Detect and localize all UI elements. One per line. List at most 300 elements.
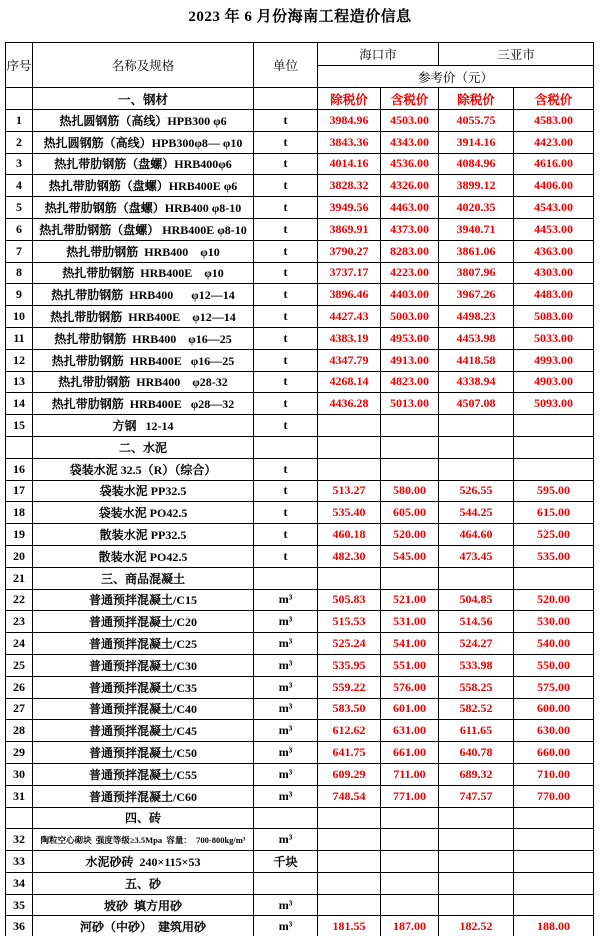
header-city-sanya: 三亚市 <box>439 43 594 66</box>
price-haikou-inctax: 4223.00 <box>381 262 439 284</box>
row-name: 普通预拌混凝土/C55 <box>33 763 254 785</box>
price-sanya-extax <box>439 436 514 458</box>
row-name: 热扎带肋钢筋 HRB400 φ10 <box>33 240 254 262</box>
price-haikou-inctax <box>381 894 439 916</box>
price-sanya-inctax <box>514 458 594 480</box>
price-haikou-extax: 748.54 <box>318 785 381 807</box>
row-name: 普通预拌混凝土/C15 <box>33 589 254 611</box>
price-sanya-extax: 524.27 <box>439 633 514 655</box>
row-unit: t <box>254 218 318 240</box>
table-row <box>6 110 594 132</box>
row-number: 34 <box>6 872 33 894</box>
row-number: 32 <box>6 829 33 851</box>
price-sanya-inctax: 530.00 <box>514 611 594 633</box>
price-sanya-inctax <box>514 415 594 437</box>
price-haikou-inctax: 605.00 <box>381 502 439 524</box>
row-number: 2 <box>6 131 33 153</box>
price-sanya-extax: 473.45 <box>439 545 514 567</box>
row-unit: t <box>254 393 318 415</box>
table-row <box>6 175 594 197</box>
row-name: 普通预拌混凝土/C40 <box>33 698 254 720</box>
row-number: 6 <box>6 218 33 240</box>
row-name: 普通预拌混凝土/C20 <box>33 611 254 633</box>
section-steel-label: 一、钢材 <box>33 88 254 110</box>
price-sanya-inctax: 575.00 <box>514 676 594 698</box>
row-name: 热扎带肋钢筋 HRB400E φ16—25 <box>33 349 254 371</box>
price-sanya-inctax: 4303.00 <box>514 262 594 284</box>
price-haikou-extax: 505.83 <box>318 589 381 611</box>
price-sanya-inctax: 4993.00 <box>514 349 594 371</box>
row-unit: m³ <box>254 763 318 785</box>
price-sanya-extax: 3914.16 <box>439 131 514 153</box>
row-unit: t <box>254 175 318 197</box>
table-body <box>6 110 594 936</box>
price-sanya-inctax: 4543.00 <box>514 197 594 219</box>
price-haikou-extax: 4268.14 <box>318 371 381 393</box>
price-sanya-inctax: 630.00 <box>514 720 594 742</box>
table-row <box>6 916 594 936</box>
table-row <box>6 349 594 371</box>
price-haikou-inctax: 4536.00 <box>381 153 439 175</box>
table-row <box>6 807 594 829</box>
price-haikou-extax: 3737.17 <box>318 262 381 284</box>
price-haikou-extax: 4347.79 <box>318 349 381 371</box>
row-unit: m³ <box>254 894 318 916</box>
row-unit: m³ <box>254 829 318 851</box>
row-number: 19 <box>6 524 33 546</box>
price-sanya-inctax: 188.00 <box>514 916 594 936</box>
price-sanya-extax: 3807.96 <box>439 262 514 284</box>
price-sanya-extax: 4507.08 <box>439 393 514 415</box>
price-sanya-inctax <box>514 807 594 829</box>
row-unit <box>254 436 318 458</box>
row-name: 河砂（中砂） 建筑用砂 <box>33 916 254 936</box>
price-sanya-inctax: 550.00 <box>514 654 594 676</box>
price-sanya-extax <box>439 415 514 437</box>
row-unit: t <box>254 110 318 132</box>
price-sanya-inctax: 4583.00 <box>514 110 594 132</box>
row-number: 7 <box>6 240 33 262</box>
row-name: 陶粒空心砌块 强度等级≥3.5Mpa 容量： 700-800kg/m³ <box>33 829 254 851</box>
price-haikou-extax <box>318 458 381 480</box>
row-name: 热扎带肋钢筋（盘螺）HRB400φ6 <box>33 153 254 175</box>
table-row <box>6 284 594 306</box>
table-row <box>6 676 594 698</box>
table-row <box>6 393 594 415</box>
price-sanya-extax: 533.98 <box>439 654 514 676</box>
price-haikou-extax: 535.40 <box>318 502 381 524</box>
price-haikou-extax <box>318 872 381 894</box>
price-haikou-inctax: 531.00 <box>381 611 439 633</box>
price-sanya-extax: 689.32 <box>439 763 514 785</box>
price-sanya-extax: 4453.98 <box>439 327 514 349</box>
row-unit: t <box>254 415 318 437</box>
price-haikou-inctax: 5003.00 <box>381 306 439 328</box>
price-sanya-extax: 3940.71 <box>439 218 514 240</box>
price-haikou-inctax <box>381 851 439 873</box>
row-name: 普通预拌混凝土/C25 <box>33 633 254 655</box>
price-sanya-extax: 4498.23 <box>439 306 514 328</box>
table-row <box>6 742 594 764</box>
header-inctax-sanya: 含税价 <box>514 88 594 110</box>
row-unit: t <box>254 545 318 567</box>
price-haikou-inctax <box>381 415 439 437</box>
price-sanya-extax <box>439 851 514 873</box>
price-haikou-inctax: 4953.00 <box>381 327 439 349</box>
row-name: 热扎圆钢筋（高线）HPB300φ8— φ10 <box>33 131 254 153</box>
row-unit: m³ <box>254 698 318 720</box>
row-name: 普通预拌混凝土/C50 <box>33 742 254 764</box>
row-unit: m³ <box>254 654 318 676</box>
table-row <box>6 589 594 611</box>
table-row <box>6 633 594 655</box>
price-haikou-extax: 181.55 <box>318 916 381 936</box>
price-haikou-inctax: 771.00 <box>381 785 439 807</box>
row-number: 23 <box>6 611 33 633</box>
table-row <box>6 654 594 676</box>
price-sanya-inctax: 4483.00 <box>514 284 594 306</box>
price-haikou-inctax: 4343.00 <box>381 131 439 153</box>
price-sanya-inctax: 4453.00 <box>514 218 594 240</box>
row-number: 4 <box>6 175 33 197</box>
row-name: 散装水泥 PO42.5 <box>33 545 254 567</box>
header-col-name: 名称及规格 <box>33 43 254 88</box>
row-name: 四、砖 <box>33 807 254 829</box>
price-haikou-extax: 3843.36 <box>318 131 381 153</box>
price-sanya-extax: 544.25 <box>439 502 514 524</box>
price-sanya-extax <box>439 807 514 829</box>
price-sanya-extax: 182.52 <box>439 916 514 936</box>
price-haikou-inctax: 4463.00 <box>381 197 439 219</box>
row-number: 16 <box>6 458 33 480</box>
price-haikou-inctax: 576.00 <box>381 676 439 698</box>
price-sanya-inctax: 535.00 <box>514 545 594 567</box>
price-haikou-extax <box>318 851 381 873</box>
row-number: 13 <box>6 371 33 393</box>
row-name: 热扎带肋钢筋 HRB400E φ28—32 <box>33 393 254 415</box>
row-unit: t <box>254 327 318 349</box>
price-sanya-extax: 4338.94 <box>439 371 514 393</box>
price-haikou-inctax: 4403.00 <box>381 284 439 306</box>
price-haikou-extax: 482.30 <box>318 545 381 567</box>
price-sanya-inctax: 5083.00 <box>514 306 594 328</box>
price-haikou-extax <box>318 567 381 589</box>
row-name: 热扎带肋钢筋 HRB400 φ12—14 <box>33 284 254 306</box>
price-sanya-extax <box>439 872 514 894</box>
price-haikou-inctax: 711.00 <box>381 763 439 785</box>
row-number: 5 <box>6 197 33 219</box>
table-row <box>6 829 594 851</box>
price-sanya-inctax: 520.00 <box>514 589 594 611</box>
price-table <box>5 42 594 936</box>
row-name: 袋装水泥 PO42.5 <box>33 502 254 524</box>
row-unit: t <box>254 502 318 524</box>
row-name: 五、砂 <box>33 872 254 894</box>
row-number: 17 <box>6 480 33 502</box>
row-number: 11 <box>6 327 33 349</box>
row-unit: m³ <box>254 611 318 633</box>
price-haikou-inctax: 545.00 <box>381 545 439 567</box>
price-sanya-inctax: 770.00 <box>514 785 594 807</box>
row-name: 热扎带肋钢筋 HRB400 φ16—25 <box>33 327 254 349</box>
row-name: 普通预拌混凝土/C30 <box>33 654 254 676</box>
row-number: 10 <box>6 306 33 328</box>
row-unit: t <box>254 153 318 175</box>
row-name: 普通预拌混凝土/C45 <box>33 720 254 742</box>
price-sanya-inctax: 4406.00 <box>514 175 594 197</box>
header-col-no: 序号 <box>6 43 33 88</box>
price-sanya-inctax: 4616.00 <box>514 153 594 175</box>
row-number: 28 <box>6 720 33 742</box>
price-haikou-inctax: 8283.00 <box>381 240 439 262</box>
price-haikou-inctax: 4503.00 <box>381 110 439 132</box>
price-sanya-inctax: 660.00 <box>514 742 594 764</box>
table-row <box>6 611 594 633</box>
row-name: 热扎带肋钢筋 HRB400E φ12—14 <box>33 306 254 328</box>
row-unit: t <box>254 306 318 328</box>
price-sanya-inctax: 600.00 <box>514 698 594 720</box>
table-row <box>6 262 594 284</box>
row-name: 普通预拌混凝土/C35 <box>33 676 254 698</box>
row-number: 12 <box>6 349 33 371</box>
row-name: 热扎带肋钢筋 HRB400 φ28-32 <box>33 371 254 393</box>
price-haikou-inctax: 520.00 <box>381 524 439 546</box>
row-number: 14 <box>6 393 33 415</box>
price-haikou-extax: 3828.32 <box>318 175 381 197</box>
price-haikou-inctax: 580.00 <box>381 480 439 502</box>
price-haikou-inctax: 601.00 <box>381 698 439 720</box>
price-haikou-extax <box>318 829 381 851</box>
row-name: 热扎带肋钢筋 HRB400E φ10 <box>33 262 254 284</box>
price-sanya-extax: 4020.35 <box>439 197 514 219</box>
header-extax-haikou: 除税价 <box>318 88 381 110</box>
price-haikou-extax: 559.22 <box>318 676 381 698</box>
row-unit: m³ <box>254 720 318 742</box>
price-sanya-extax <box>439 458 514 480</box>
table-row <box>6 131 594 153</box>
header-row-taxlabels <box>6 88 594 110</box>
row-number: 35 <box>6 894 33 916</box>
price-sanya-inctax: 4363.00 <box>514 240 594 262</box>
row-unit: t <box>254 284 318 306</box>
row-unit <box>254 872 318 894</box>
price-sanya-extax <box>439 894 514 916</box>
price-haikou-inctax: 5013.00 <box>381 393 439 415</box>
section-steel-unit-cell <box>254 88 318 110</box>
table-row <box>6 851 594 873</box>
table-row <box>6 545 594 567</box>
table-row <box>6 720 594 742</box>
price-haikou-inctax: 541.00 <box>381 633 439 655</box>
price-haikou-extax: 4436.28 <box>318 393 381 415</box>
price-haikou-inctax <box>381 436 439 458</box>
price-haikou-inctax: 661.00 <box>381 742 439 764</box>
row-number: 18 <box>6 502 33 524</box>
row-number: 9 <box>6 284 33 306</box>
row-unit: m³ <box>254 785 318 807</box>
price-haikou-extax: 4014.16 <box>318 153 381 175</box>
header-ref-price: 参考价（元） <box>318 66 594 88</box>
row-number: 29 <box>6 742 33 764</box>
row-name: 热扎带肋钢筋（盘螺）HRB400 φ8-10 <box>33 197 254 219</box>
price-sanya-extax <box>439 567 514 589</box>
price-sanya-extax: 558.25 <box>439 676 514 698</box>
header-inctax-haikou: 含税价 <box>381 88 439 110</box>
price-haikou-inctax: 4326.00 <box>381 175 439 197</box>
price-haikou-extax: 4383.19 <box>318 327 381 349</box>
price-sanya-extax: 464.60 <box>439 524 514 546</box>
row-unit: m³ <box>254 742 318 764</box>
row-unit: 千块 <box>254 851 318 873</box>
section-steel-number-cell <box>6 88 33 110</box>
price-sanya-extax: 526.55 <box>439 480 514 502</box>
row-number: 21 <box>6 567 33 589</box>
row-unit: t <box>254 371 318 393</box>
row-number: 25 <box>6 654 33 676</box>
price-sanya-inctax <box>514 872 594 894</box>
price-sanya-inctax: 525.00 <box>514 524 594 546</box>
row-number: 8 <box>6 262 33 284</box>
price-haikou-extax: 3896.46 <box>318 284 381 306</box>
price-haikou-extax: 641.75 <box>318 742 381 764</box>
row-number: 30 <box>6 763 33 785</box>
row-number: 26 <box>6 676 33 698</box>
row-number: 3 <box>6 153 33 175</box>
table-row <box>6 436 594 458</box>
table-row <box>6 480 594 502</box>
price-sanya-inctax: 540.00 <box>514 633 594 655</box>
header-city-haikou: 海口市 <box>318 43 439 66</box>
price-haikou-extax: 4427.43 <box>318 306 381 328</box>
row-number: 1 <box>6 110 33 132</box>
price-sanya-extax: 611.65 <box>439 720 514 742</box>
price-sanya-inctax: 5033.00 <box>514 327 594 349</box>
row-unit: t <box>254 197 318 219</box>
price-haikou-extax: 460.18 <box>318 524 381 546</box>
price-haikou-extax: 513.27 <box>318 480 381 502</box>
price-haikou-inctax: 4913.00 <box>381 349 439 371</box>
table-row <box>6 458 594 480</box>
price-sanya-extax: 4418.58 <box>439 349 514 371</box>
price-haikou-inctax <box>381 872 439 894</box>
price-haikou-inctax <box>381 458 439 480</box>
table-row <box>6 894 594 916</box>
row-number <box>6 807 33 829</box>
table-row <box>6 872 594 894</box>
price-sanya-extax: 504.85 <box>439 589 514 611</box>
price-haikou-inctax: 631.00 <box>381 720 439 742</box>
price-haikou-inctax <box>381 829 439 851</box>
table-row <box>6 306 594 328</box>
row-number: 27 <box>6 698 33 720</box>
row-unit: t <box>254 480 318 502</box>
price-sanya-extax <box>439 829 514 851</box>
price-haikou-extax: 535.95 <box>318 654 381 676</box>
table-row <box>6 502 594 524</box>
row-unit <box>254 567 318 589</box>
table-row <box>6 785 594 807</box>
price-sanya-inctax <box>514 436 594 458</box>
row-number: 31 <box>6 785 33 807</box>
price-sanya-inctax: 615.00 <box>514 502 594 524</box>
price-sanya-inctax <box>514 829 594 851</box>
table-row <box>6 567 594 589</box>
price-sanya-inctax <box>514 894 594 916</box>
page-title: 2023 年 6 月份海南工程造价信息 <box>188 9 412 25</box>
row-name: 三、商品混凝土 <box>33 567 254 589</box>
header-row-cities <box>6 43 594 66</box>
row-unit <box>254 807 318 829</box>
row-number: 24 <box>6 633 33 655</box>
row-number: 20 <box>6 545 33 567</box>
row-number: 36 <box>6 916 33 936</box>
row-name: 普通预拌混凝土/C60 <box>33 785 254 807</box>
row-unit: t <box>254 458 318 480</box>
row-unit: m³ <box>254 589 318 611</box>
price-haikou-extax <box>318 436 381 458</box>
table-row <box>6 327 594 349</box>
row-name: 袋装水泥 32.5（R）（综合） <box>33 458 254 480</box>
row-unit: t <box>254 524 318 546</box>
price-sanya-inctax: 4423.00 <box>514 131 594 153</box>
price-haikou-inctax: 187.00 <box>381 916 439 936</box>
price-sanya-extax: 640.78 <box>439 742 514 764</box>
price-sanya-inctax: 5093.00 <box>514 393 594 415</box>
price-haikou-inctax: 4373.00 <box>381 218 439 240</box>
row-number: 33 <box>6 851 33 873</box>
row-name: 二、水泥 <box>33 436 254 458</box>
table-row <box>6 197 594 219</box>
table-row <box>6 415 594 437</box>
row-number <box>6 436 33 458</box>
price-sanya-extax: 514.56 <box>439 611 514 633</box>
row-unit: t <box>254 240 318 262</box>
price-haikou-inctax: 551.00 <box>381 654 439 676</box>
price-sanya-inctax: 4903.00 <box>514 371 594 393</box>
price-sanya-extax: 4055.75 <box>439 110 514 132</box>
row-unit: m³ <box>254 633 318 655</box>
table-row <box>6 218 594 240</box>
price-sanya-inctax <box>514 567 594 589</box>
price-haikou-extax <box>318 807 381 829</box>
price-sanya-extax: 3899.12 <box>439 175 514 197</box>
price-haikou-inctax <box>381 807 439 829</box>
table-row <box>6 524 594 546</box>
price-haikou-extax: 609.29 <box>318 763 381 785</box>
price-haikou-extax: 612.62 <box>318 720 381 742</box>
price-sanya-extax: 3967.26 <box>439 284 514 306</box>
row-unit: t <box>254 349 318 371</box>
row-name: 热扎圆钢筋（高线）HPB300 φ6 <box>33 110 254 132</box>
price-haikou-extax <box>318 894 381 916</box>
row-unit: m³ <box>254 916 318 936</box>
price-haikou-extax: 583.50 <box>318 698 381 720</box>
price-haikou-extax <box>318 415 381 437</box>
price-haikou-inctax: 521.00 <box>381 589 439 611</box>
price-haikou-extax: 3984.96 <box>318 110 381 132</box>
row-number: 22 <box>6 589 33 611</box>
header-extax-sanya: 除税价 <box>439 88 514 110</box>
table-row <box>6 153 594 175</box>
row-unit: t <box>254 131 318 153</box>
price-haikou-extax: 3869.91 <box>318 218 381 240</box>
row-name: 热扎带肋钢筋（盘螺） HRB400E φ8-10 <box>33 218 254 240</box>
row-unit: t <box>254 262 318 284</box>
row-name: 散装水泥 PP32.5 <box>33 524 254 546</box>
row-name: 方钢 12-14 <box>33 415 254 437</box>
table-row <box>6 240 594 262</box>
price-sanya-extax: 747.57 <box>439 785 514 807</box>
